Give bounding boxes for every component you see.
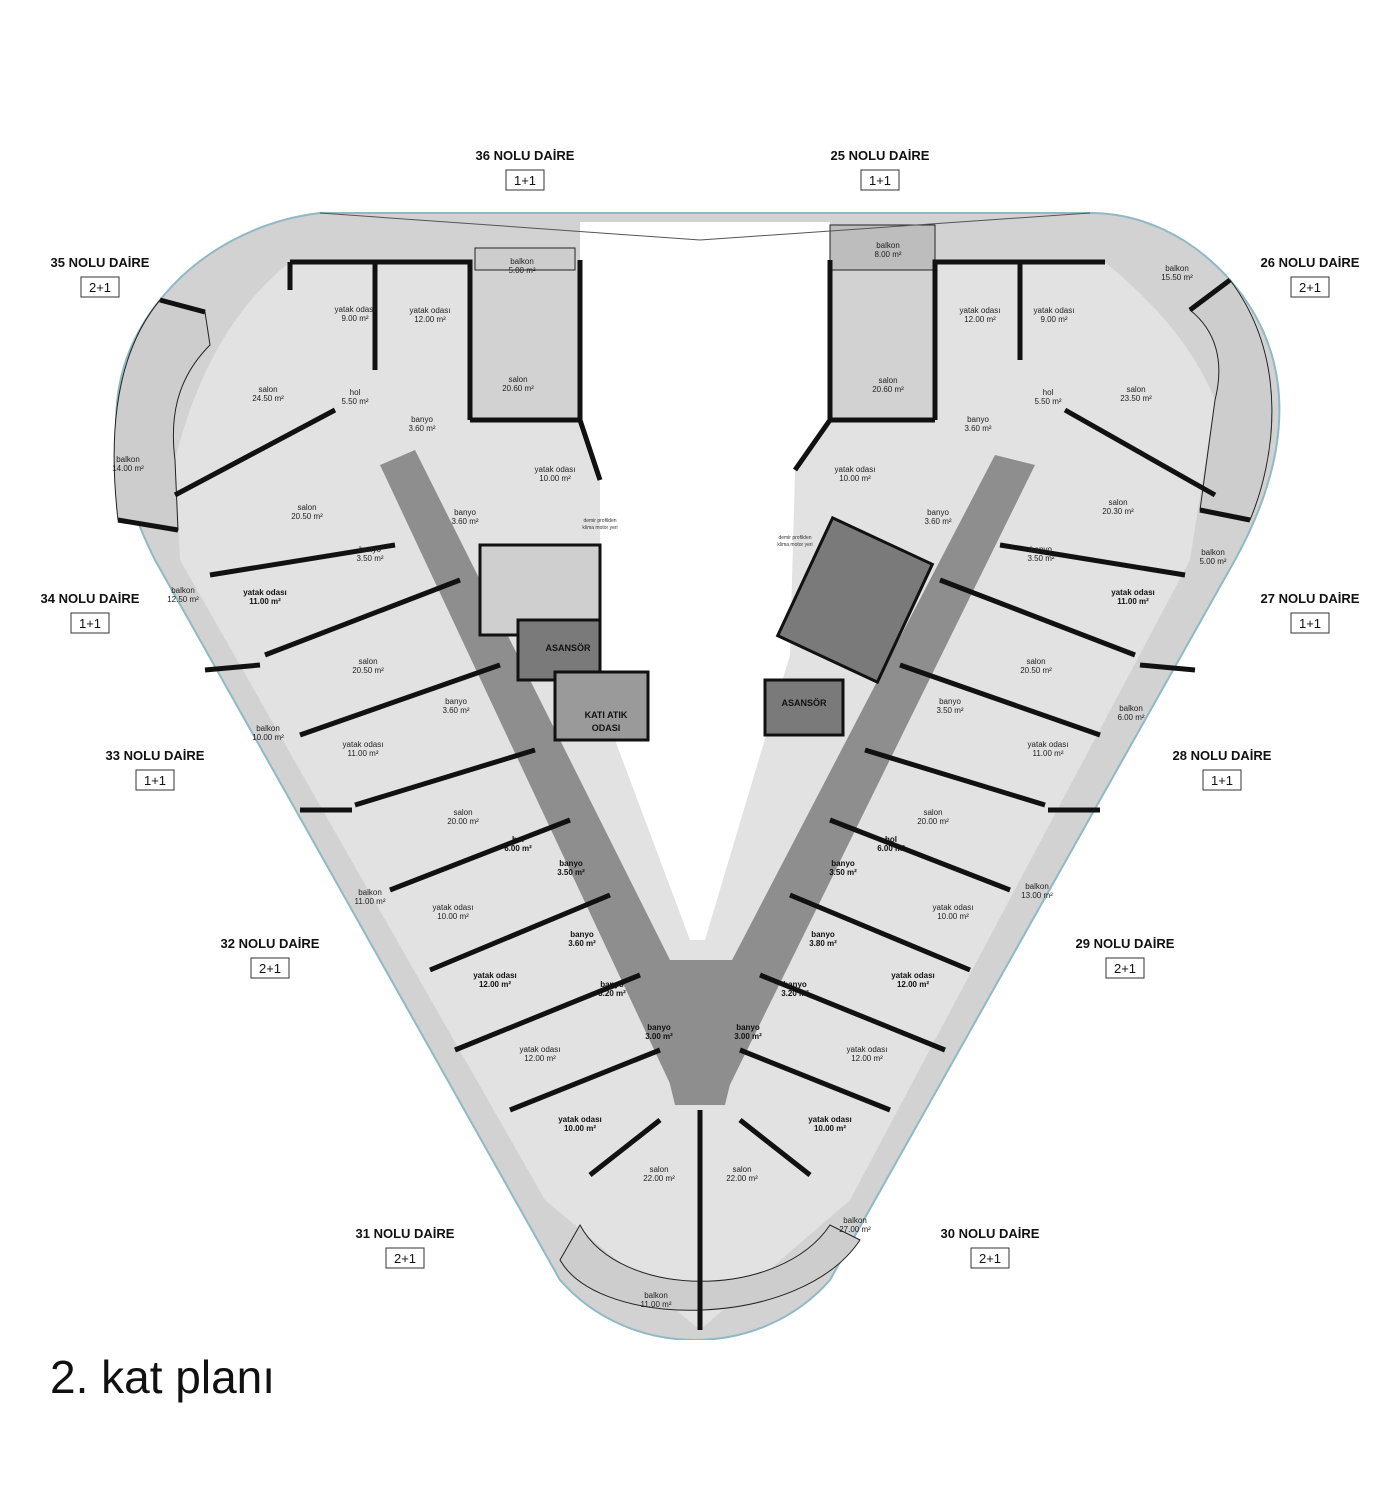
room-name: banyo — [1030, 545, 1052, 554]
room-name: hol — [885, 835, 897, 844]
room-area: 12.00 m² — [478, 980, 512, 989]
room-area: 20.60 m² — [502, 384, 534, 393]
room-area: 10.00 m² — [563, 1124, 597, 1133]
room-area: 12.00 m² — [524, 1054, 556, 1063]
room-area: 20.30 m² — [1102, 507, 1134, 516]
room-area: 11.00 m² — [354, 897, 386, 906]
room-name: yatak odası — [834, 465, 876, 474]
room-name: yatak odası — [342, 740, 384, 749]
room-area: 3.50 m² — [1027, 554, 1055, 563]
room-area: 5.50 m² — [1034, 397, 1062, 406]
unit-title: 26 NOLU DAİRE — [1260, 255, 1360, 270]
room-name: balkon — [358, 888, 382, 897]
room-area: 20.50 m² — [352, 666, 384, 675]
unit-title: 34 NOLU DAİRE — [40, 591, 140, 606]
elevator-right-label: ASANSÖR — [781, 698, 827, 708]
unit-title: 29 NOLU DAİRE — [1075, 936, 1175, 951]
unit-type: 1+1 — [1210, 773, 1234, 788]
room-area: 3.20 m² — [781, 989, 809, 998]
room-name: banyo — [411, 415, 433, 424]
room-area: 5.00 m² — [508, 266, 536, 275]
unit-title: 32 NOLU DAİRE — [220, 936, 320, 951]
plan-title: 2. kat planı — [50, 1351, 276, 1403]
room-name: salon — [649, 1165, 669, 1174]
room-name: salon — [732, 1165, 752, 1174]
room-area: 3.60 m² — [924, 517, 952, 526]
room-name: salon — [923, 808, 943, 817]
unit-title: 36 NOLU DAİRE — [475, 148, 575, 163]
unit-type: 2+1 — [88, 280, 112, 295]
room-name: yatak odası — [558, 1115, 602, 1124]
room-area: 27.00 m² — [839, 1225, 871, 1234]
room-name: yatak odası — [932, 903, 974, 912]
room-name: salon — [878, 376, 898, 385]
room-name: balkon — [510, 257, 534, 266]
room-name: yatak odası — [846, 1045, 888, 1054]
room-name: balkon — [644, 1291, 668, 1300]
room-name: balkon — [116, 455, 140, 464]
room-name: banyo — [783, 980, 807, 989]
room-area: 14.00 m² — [112, 464, 144, 473]
room-name: hol — [1042, 388, 1054, 397]
room-name: banyo — [445, 697, 467, 706]
unit-type: 1+1 — [868, 173, 892, 188]
room-area: 12.00 m² — [414, 315, 446, 324]
unit-type: 1+1 — [78, 616, 102, 631]
room-area: 6.00 m² — [1117, 713, 1145, 722]
room-name: banyo — [559, 859, 583, 868]
room-area: 3.50 m² — [557, 868, 585, 877]
room-area: 3.00 m² — [645, 1032, 673, 1041]
unit-type: 2+1 — [1298, 280, 1322, 295]
unit-type: 1+1 — [143, 773, 167, 788]
room-area: 3.50 m² — [936, 706, 964, 715]
unit-title: 33 NOLU DAİRE — [105, 748, 205, 763]
room-name: balkon — [1165, 264, 1189, 273]
room-area: 20.00 m² — [917, 817, 949, 826]
room-area: 8.00 m² — [874, 250, 902, 259]
ac-note-left-1: demir profilden — [583, 518, 617, 524]
room-name: banyo — [454, 508, 476, 517]
room-area: 24.50 m² — [252, 394, 284, 403]
room-area: 3.50 m² — [829, 868, 857, 877]
unit-type: 1+1 — [513, 173, 537, 188]
room-area: 10.00 m² — [937, 912, 969, 921]
room-name: yatak odası — [808, 1115, 852, 1124]
room-area: 3.00 m² — [734, 1032, 762, 1041]
room-area: 3.20 m² — [598, 989, 626, 998]
room-area: 5.00 m² — [1199, 557, 1227, 566]
room-area: 11.00 m² — [640, 1300, 672, 1309]
room-name: yatak odası — [473, 971, 517, 980]
room-area: 13.00 m² — [1021, 891, 1053, 900]
room-name: yatak odası — [891, 971, 935, 980]
room-name: salon — [1026, 657, 1046, 666]
elevator-left-label: ASANSÖR — [545, 643, 591, 653]
room-name: yatak odası — [334, 305, 376, 314]
unit-title: 35 NOLU DAİRE — [50, 255, 150, 270]
room-name: yatak odası — [243, 588, 287, 597]
room-area: 22.00 m² — [643, 1174, 675, 1183]
room-area: 15.50 m² — [1161, 273, 1193, 282]
room-name: banyo — [811, 930, 835, 939]
room-name: salon — [258, 385, 278, 394]
room-area: 3.80 m² — [809, 939, 837, 948]
room-name: balkon — [1119, 704, 1143, 713]
room-name: hol — [349, 388, 361, 397]
unit-type: 2+1 — [258, 961, 282, 976]
room-name: salon — [508, 375, 528, 384]
waste-room-label-1: KATI ATIK — [584, 710, 628, 720]
room-area: 10.00 m² — [539, 474, 571, 483]
room-area: 20.60 m² — [872, 385, 904, 394]
room-area: 3.60 m² — [964, 424, 992, 433]
room-area: 3.60 m² — [408, 424, 436, 433]
room-area: 11.00 m² — [1117, 597, 1149, 606]
room-name: banyo — [647, 1023, 671, 1032]
room-area: 6.00 m² — [877, 844, 905, 853]
room-name: balkon — [256, 724, 280, 733]
unit-type: 2+1 — [393, 1251, 417, 1266]
unit-title: 28 NOLU DAİRE — [1172, 748, 1272, 763]
room-area: 5.50 m² — [341, 397, 369, 406]
room-name: balkon — [171, 586, 195, 595]
room-name: salon — [1108, 498, 1128, 507]
room-name: salon — [297, 503, 317, 512]
room-area: 23.50 m² — [1120, 394, 1152, 403]
room-area: 3.60 m² — [451, 517, 479, 526]
room-area: 20.00 m² — [447, 817, 479, 826]
room-area: 10.00 m² — [813, 1124, 847, 1133]
room-area: 12.50 m² — [167, 595, 199, 604]
room-name: balkon — [843, 1216, 867, 1225]
room-name: banyo — [570, 930, 594, 939]
room-name: hol — [512, 835, 524, 844]
unit-type: 2+1 — [1113, 961, 1137, 976]
room-area: 10.00 m² — [437, 912, 469, 921]
room-name: banyo — [967, 415, 989, 424]
unit-type: 1+1 — [1298, 616, 1322, 631]
room-area: 12.00 m² — [964, 315, 996, 324]
room-area: 12.00 m² — [851, 1054, 883, 1063]
room-name: banyo — [927, 508, 949, 517]
room-name: yatak odası — [959, 306, 1001, 315]
unit-title: 31 NOLU DAİRE — [355, 1226, 455, 1241]
room-area: 6.00 m² — [504, 844, 532, 853]
room-area: 10.00 m² — [839, 474, 871, 483]
room-name: balkon — [1201, 548, 1225, 557]
room-name: salon — [453, 808, 473, 817]
room-area: 9.00 m² — [341, 314, 369, 323]
room-name: salon — [1126, 385, 1146, 394]
waste-room-label-2: ODASI — [591, 723, 621, 733]
room-area: 11.00 m² — [249, 597, 281, 606]
room-name: yatak odası — [409, 306, 451, 315]
room-area: 3.60 m² — [442, 706, 470, 715]
room-name: yatak odası — [1027, 740, 1069, 749]
room-name: yatak odası — [1111, 588, 1155, 597]
room-area: 20.50 m² — [291, 512, 323, 521]
unit-type: 2+1 — [978, 1251, 1002, 1266]
room-name: yatak odası — [534, 465, 576, 474]
ac-note-right-2: klima motor yeri — [777, 542, 813, 548]
room-area: 12.00 m² — [896, 980, 930, 989]
room-area: 3.60 m² — [568, 939, 596, 948]
room-name: banyo — [939, 697, 961, 706]
room-name: banyo — [736, 1023, 760, 1032]
room-area: 20.50 m² — [1020, 666, 1052, 675]
unit-title: 30 NOLU DAİRE — [940, 1226, 1040, 1241]
ac-note-right-1: demir profilden — [778, 535, 812, 541]
room-area: 10.00 m² — [252, 733, 284, 742]
room-area: 22.00 m² — [726, 1174, 758, 1183]
room-name: yatak odası — [1033, 306, 1075, 315]
room-name: salon — [358, 657, 378, 666]
room-name: banyo — [359, 545, 381, 554]
unit-title: 25 NOLU DAİRE — [830, 148, 930, 163]
room-area: 11.00 m² — [347, 749, 379, 758]
room-area: 11.00 m² — [1032, 749, 1064, 758]
ac-note-left-2: klima motor yeri — [582, 525, 618, 531]
room-name: yatak odası — [519, 1045, 561, 1054]
room-area: 9.00 m² — [1040, 315, 1068, 324]
room-name: balkon — [876, 241, 900, 250]
unit-title: 27 NOLU DAİRE — [1260, 591, 1360, 606]
room-name: yatak odası — [432, 903, 474, 912]
room-name: banyo — [831, 859, 855, 868]
room-area: 3.50 m² — [356, 554, 384, 563]
room-name: banyo — [600, 980, 624, 989]
room-name: balkon — [1025, 882, 1049, 891]
